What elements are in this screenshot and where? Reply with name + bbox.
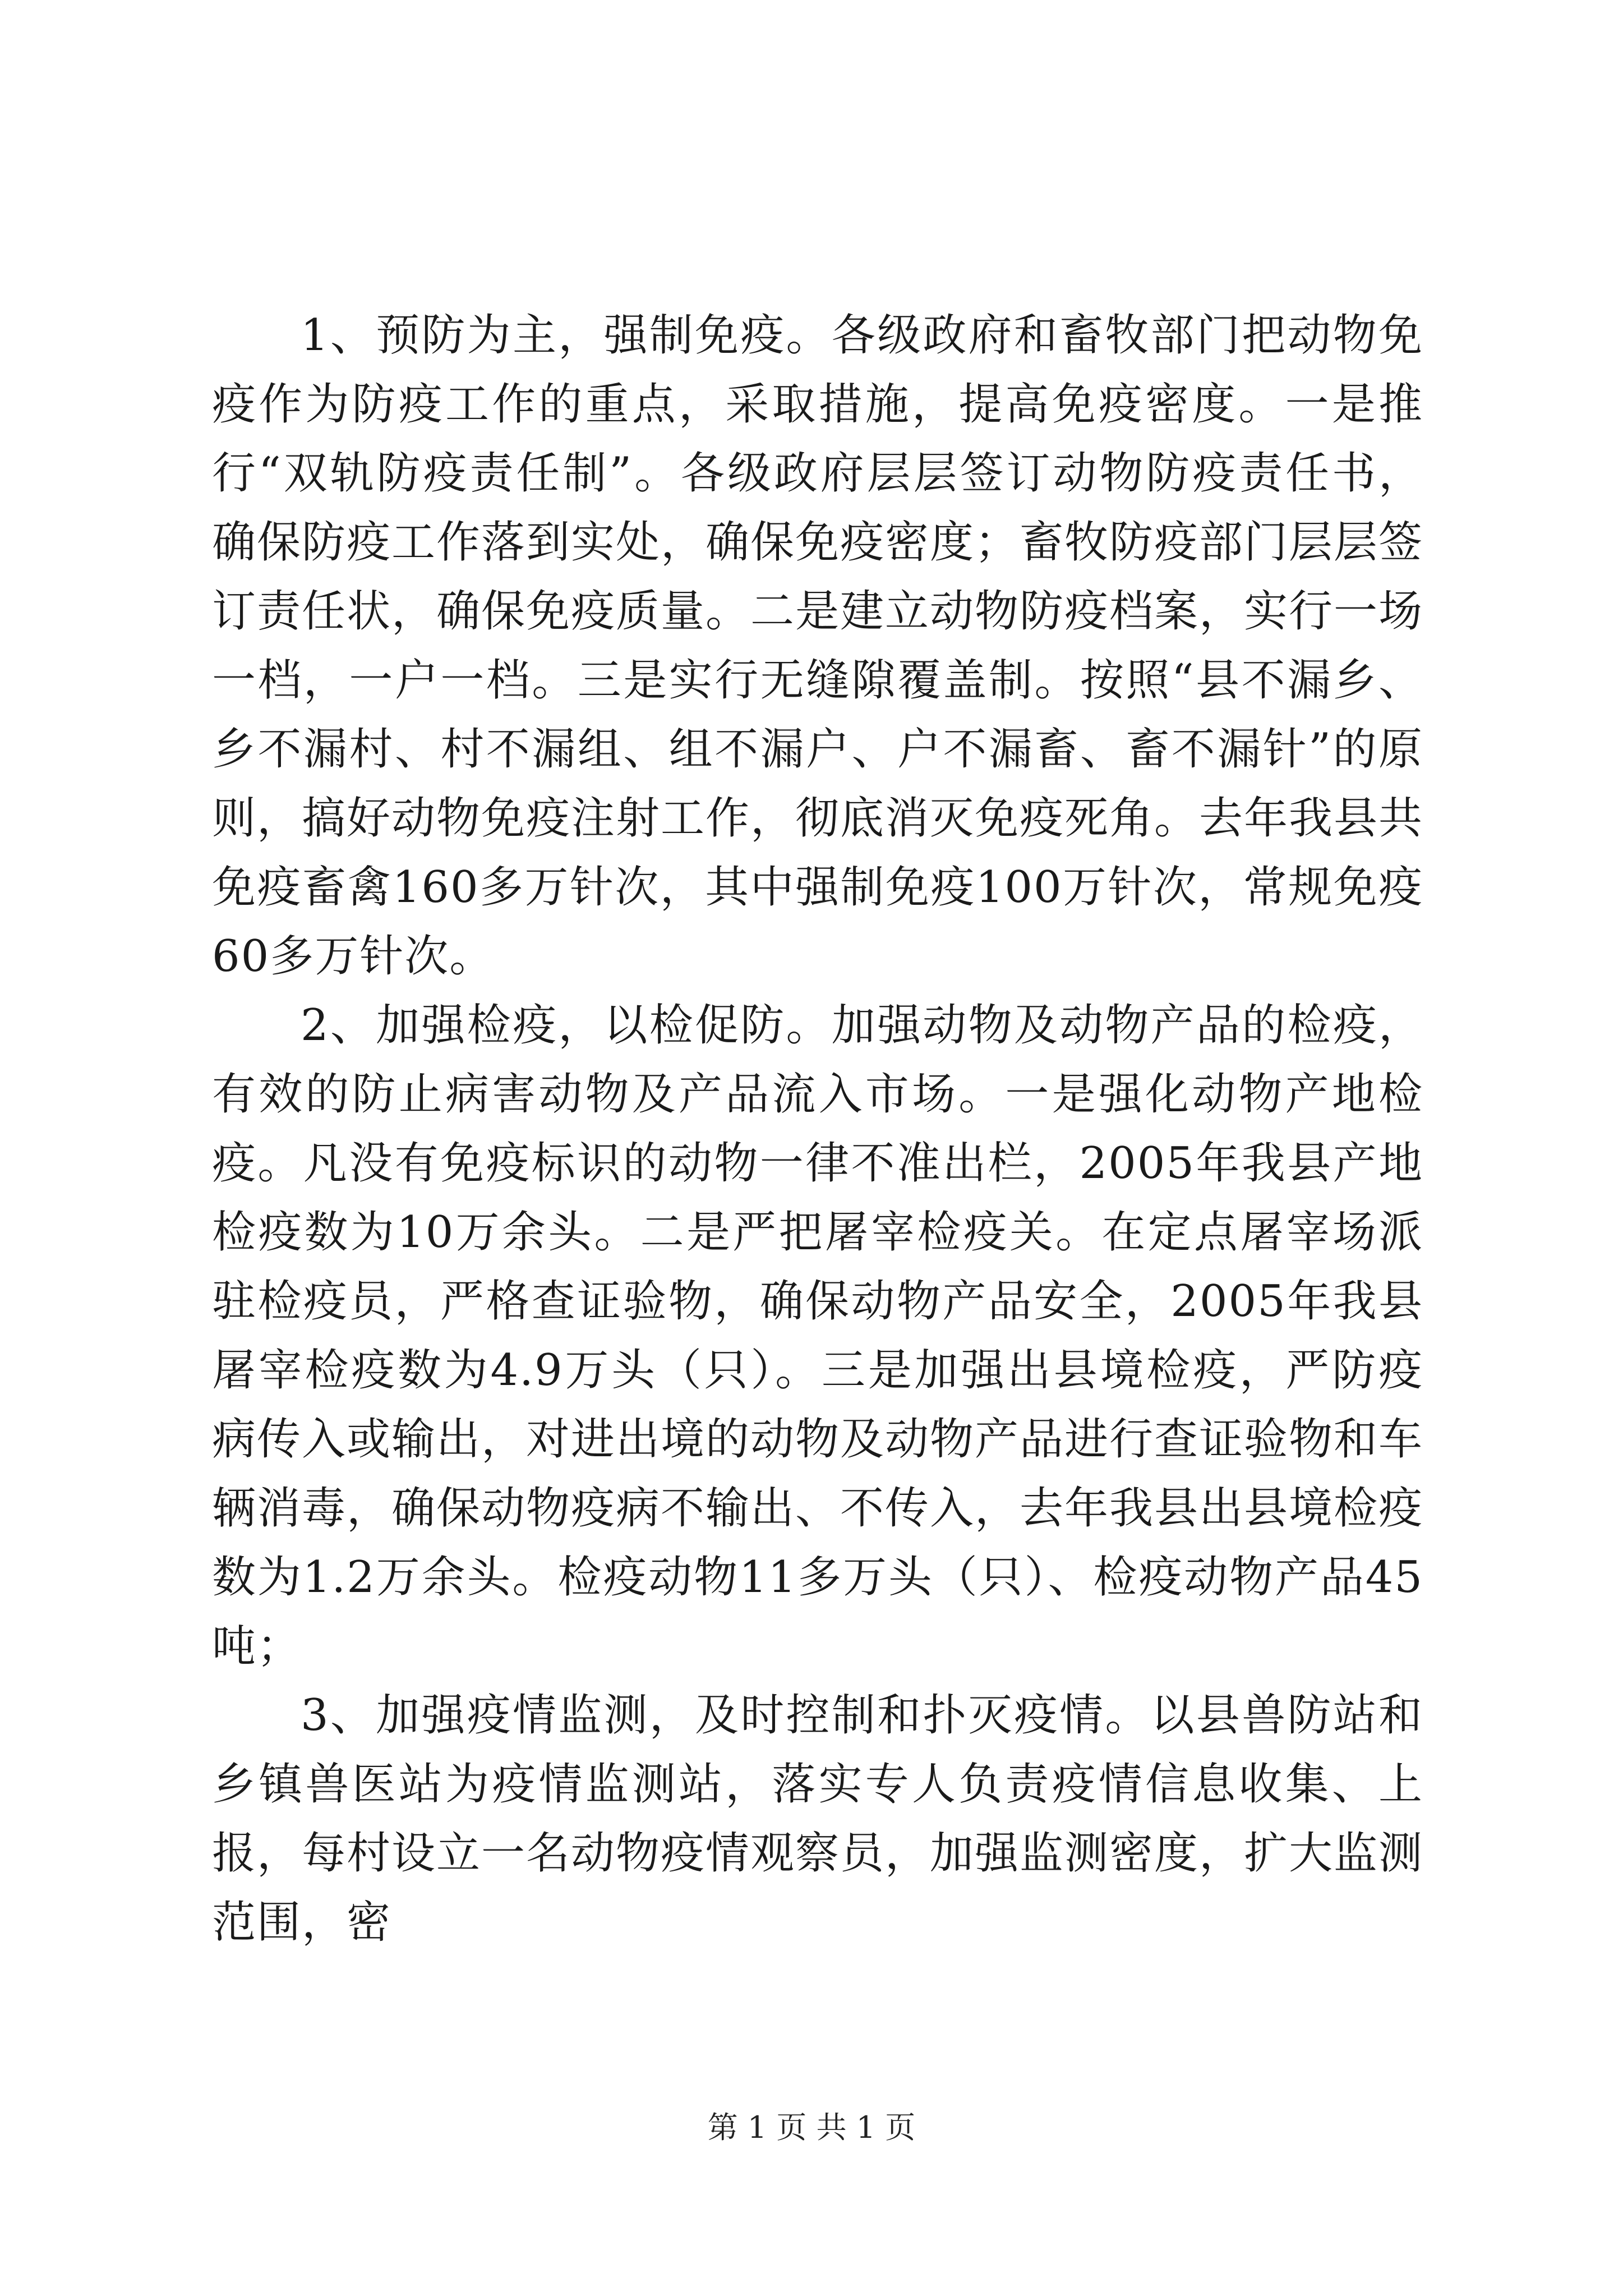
paragraph-3: 3、加强疫情监测，及时控制和扑灭疫情。以县兽防站和乡镇兽医站为疫情监测站，落实专人负责疫情信息收集、上报，每村设立一名动物疫情观察员，加强监测密度，扩大监测范围，密	[212, 1690, 1424, 1948]
paragraph-2: 2、加强检疫，以检促防。加强动物及动物产品的检疫，有效的防止病害动物及产品流入市场。一是强化动物产地检疫。凡没有免疫标识的动物一律不准出栏，2005年我县产地检疫数为10万余头。二是严把屠宰检疫关。在定点屠宰场派驻检疫员，严格查证验物，确保动物产品安全，2005年我县屠宰检疫数为4.9万头（只）。三是加强出县境检疫，严防疫病传入或输出，对进出境的动物及动物产品进行查证验物和车辆消毒，确保动物疫病不输出、不传入，去年我县出县境检疫数为1.2万余头。检疫动物11多万头（只）、检疫动物产品45吨；	[212, 1000, 1424, 1672]
document-body	[212, 301, 1423, 1957]
page-footer: 第 1 页 共 1 页	[707, 2110, 916, 2145]
paragraph-1: 1、预防为主，强制免疫。各级政府和畜牧部门把动物免疫作为防疫工作的重点，采取措施，提高免疫密度。一是推行“双轨防疫责任制”。各级政府层层签订动物防疫责任书，确保防疫工作落到实处，确保免疫密度；畜牧防疫部门层层签订责任状，确保免疫质量。二是建立动物防疫档案，实行一场一档，一户一档。三是实行无缝隙覆盖制。按照“县不漏乡、乡不漏村、村不漏组、组不漏户、户不漏畜、畜不漏针”的原则，搞好动物免疫注射工作，彻底消灭免疫死角。去年我县共免疫畜禽160多万针次，其中强制免疫100万针次，常规免疫60多万针次。	[212, 310, 1424, 982]
